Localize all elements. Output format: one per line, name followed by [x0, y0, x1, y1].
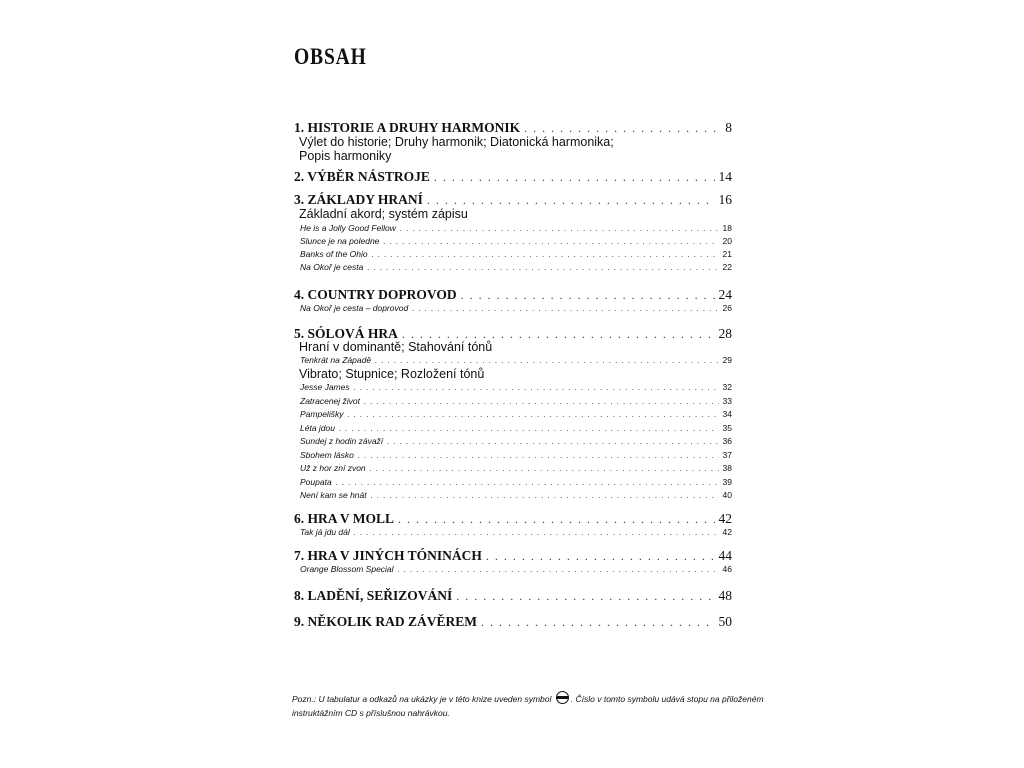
toc-song[interactable] [300, 490, 732, 500]
toc-song[interactable] [300, 262, 732, 272]
chapter-page: 48 [718, 588, 732, 603]
leader-dots [383, 236, 718, 246]
leader-dots [412, 303, 718, 313]
toc-song[interactable] [300, 564, 732, 574]
chapter-page: 24 [718, 287, 732, 302]
leader-dots [387, 436, 718, 446]
chapter-label: 4. COUNTRY DOPROVOD [294, 287, 457, 302]
toc-song[interactable] [300, 477, 732, 487]
chapter-label: 5. SÓLOVÁ HRA [294, 326, 398, 341]
leader-dots [354, 527, 719, 537]
toc-song[interactable] [300, 423, 732, 433]
toc-song[interactable] [300, 409, 732, 419]
leader-dots [370, 463, 719, 473]
leader-dots [398, 512, 714, 527]
chapter-page: 8 [725, 120, 732, 135]
footnote-text-start: Pozn.: U tabulatur a odkazů na ukázky je v této knize uveden symbol [292, 694, 552, 704]
leader-dots [354, 382, 719, 392]
toc-chapter-6[interactable] [294, 511, 732, 527]
song-page: 39 [722, 477, 732, 487]
chapter-page: 44 [718, 548, 732, 563]
song-page: 20 [722, 236, 732, 246]
chapter-label: 7. HRA V JINÝCH TÓNINÁCH [294, 548, 482, 563]
song-page: 37 [722, 450, 732, 460]
toc-song[interactable] [300, 382, 732, 392]
song-title: Sbohem lásko [300, 450, 354, 460]
chapter-page: 50 [718, 614, 732, 629]
chapter-subtopics: Vibrato; Stupnice; Rozložení tónů [299, 367, 485, 381]
chapter-label: 1. HISTORIE A DRUHY HARMONIK [294, 120, 521, 135]
leader-dots [461, 288, 715, 303]
song-title: Pampelišky [300, 409, 344, 419]
leader-dots [486, 549, 715, 564]
chapter-page: 28 [718, 326, 732, 341]
leader-dots [358, 450, 719, 460]
leader-dots [456, 589, 714, 604]
toc-song[interactable] [300, 396, 732, 406]
chapter-subtopics: Popis harmoniky [299, 149, 392, 163]
song-title: Už z hor zní zvon [300, 463, 366, 473]
song-title: Orange Blossom Special [300, 564, 394, 574]
leader-dots [364, 396, 719, 406]
toc-chapter-2[interactable] [294, 169, 732, 185]
song-title: Poupata [300, 477, 332, 487]
song-page: 35 [722, 423, 732, 433]
footnote-text-end: . Číslo v tomto symbolu udává stopu na přiloženém instruktážním CD s příslušnou nahrávkou. [292, 694, 764, 718]
song-title: He is a Jolly Good Fellow [300, 223, 396, 233]
song-title: Tak já jdu dál [300, 527, 350, 537]
song-title: Na Okoř je cesta – doprovod [300, 303, 409, 313]
song-page: 33 [722, 396, 732, 406]
leader-dots [398, 564, 719, 574]
toc-chapter-4[interactable] [294, 287, 732, 303]
song-title: Zatracenej život [300, 396, 360, 406]
toc-chapter-3[interactable] [294, 192, 732, 208]
chapter-subtopics: Základní akord; systém zápisu [299, 207, 468, 221]
song-title: Léta jdou [300, 423, 335, 433]
song-page: 22 [722, 262, 732, 272]
chapter-page: 14 [718, 169, 732, 184]
song-title: Není kam se hnát [300, 490, 367, 500]
toc-song[interactable] [300, 303, 732, 313]
toc-song[interactable] [300, 223, 732, 233]
song-page: 42 [722, 527, 732, 537]
song-title: Banks of the Ohio [300, 249, 368, 259]
toc-song[interactable] [300, 527, 732, 537]
leader-dots [372, 249, 719, 259]
song-title: Jesse James [300, 382, 350, 392]
song-page: 18 [722, 223, 732, 233]
toc-song[interactable] [300, 450, 732, 460]
song-page: 32 [722, 382, 732, 392]
song-page: 29 [722, 355, 732, 365]
chapter-label: 8. LADĚNÍ, SEŘIZOVÁNÍ [294, 588, 453, 603]
song-title: Slunce je na poledne [300, 236, 380, 246]
toc-chapter-9[interactable] [294, 614, 732, 630]
leader-dots [375, 355, 718, 365]
toc-chapter-7[interactable] [294, 548, 732, 564]
leader-dots [400, 223, 719, 233]
toc-song[interactable] [300, 436, 732, 446]
toc-chapter-1[interactable] [294, 120, 732, 136]
footnote [292, 691, 772, 720]
chapter-subtopics: Výlet do historie; Druhy harmonik; Diatonická harmonika; [299, 135, 614, 149]
song-page: 21 [722, 249, 732, 259]
song-title: Sundej z hodin závaží [300, 436, 384, 446]
song-page: 34 [722, 409, 732, 419]
leader-dots [347, 409, 718, 419]
leader-dots [367, 262, 718, 272]
toc-song[interactable] [300, 355, 732, 365]
toc-song[interactable] [300, 463, 732, 473]
chapter-subtopics: Hraní v dominantě; Stahování tónů [299, 340, 493, 354]
toc-song[interactable] [300, 249, 732, 259]
page-title: OBSAH [294, 44, 367, 69]
song-page: 40 [722, 490, 732, 500]
chapter-label: 3. ZÁKLADY HRANÍ [294, 192, 423, 207]
leader-dots [481, 615, 714, 630]
leader-dots [524, 121, 721, 136]
leader-dots [336, 477, 719, 487]
toc-song[interactable] [300, 236, 732, 246]
leader-dots [339, 423, 719, 433]
chapter-label: 2. VÝBĚR NÁSTROJE [294, 169, 430, 184]
leader-dots [371, 490, 719, 500]
song-page: 38 [722, 463, 732, 473]
chapter-label: 9. NĚKOLIK RAD ZÁVĚREM [294, 614, 478, 629]
song-title: Na Okoř je cesta [300, 262, 364, 272]
song-page: 46 [722, 564, 732, 574]
chapter-label: 6. HRA V MOLL [294, 511, 395, 526]
song-page: 36 [722, 436, 732, 446]
leader-dots [434, 170, 715, 185]
toc-chapter-8[interactable] [294, 588, 732, 604]
song-page: 26 [722, 303, 732, 313]
cd-track-icon [556, 691, 569, 704]
chapter-page: 42 [718, 511, 732, 526]
chapter-page: 16 [718, 192, 732, 207]
leader-dots [427, 193, 715, 208]
song-title: Tenkrát na Západě [300, 355, 372, 365]
